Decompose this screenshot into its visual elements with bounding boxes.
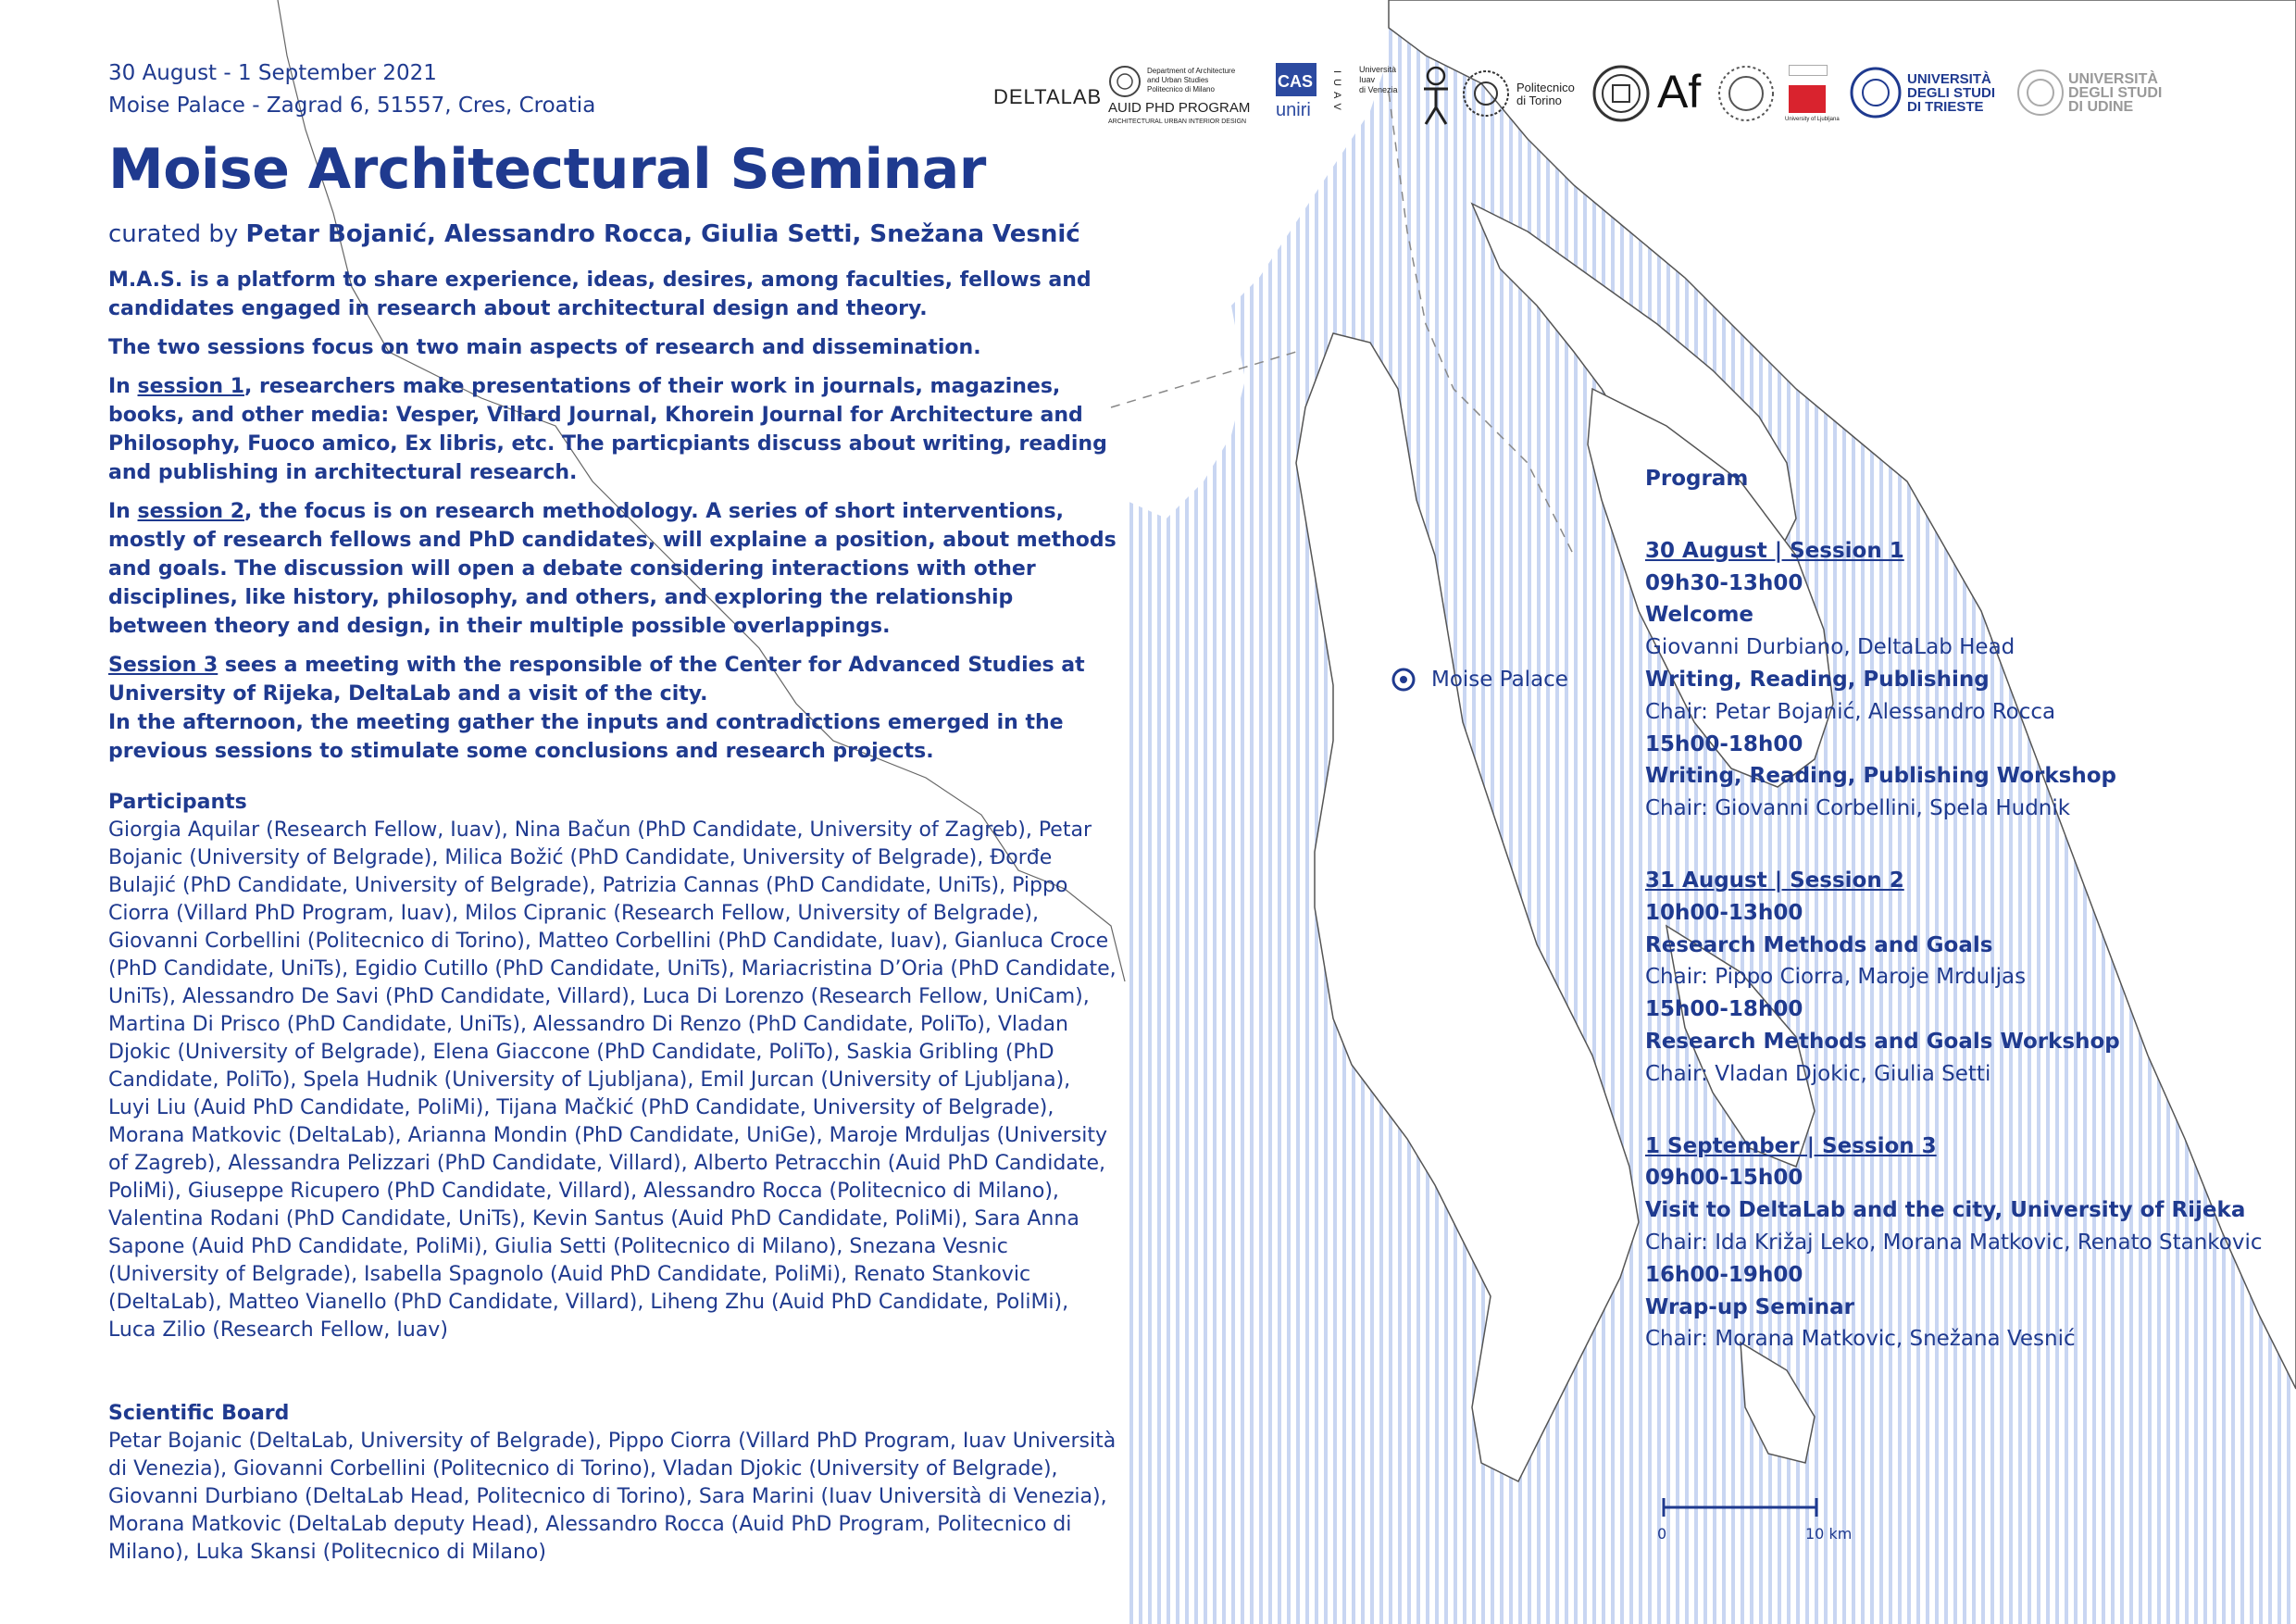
session-2-link: session 2 xyxy=(137,500,245,523)
intro-p3-prefix: In xyxy=(108,375,138,398)
participants-list: Giorgia Aquilar (Research Fellow, Iuav), Nina Bačun (PhD Candidate, University of Zagreb), Petar Bojanic (University of Belgrade), Milica Božić (PhD Candidate, University of Belgrade), Đorđe Bulajić (PhD Candidate, University of Belgrade), Patrizia Cannas (PhD Candidate, UniTs), Pippo Ciorra (Villard PhD Program, Iuav), Milos Cipranic (Research Fellow, University of Belgrade), Giovanni Corbellini (Politecnico di Torino), Matteo Corbellini (PhD Candidate, Iuav), Gianluca Croce (PhD Candidate, UniTs), Egidio Cutillo (PhD Candidate, UniTs), Mariacristina D’Oria (PhD Candidate, UniTs), Alessandro De Savi (PhD Candidate, Villard), Luca Di Lorenzo (Research Fellow, UniCam), Martina Di Prisco (PhD Candidate, UniTs), Alessandro Di Renzo (PhD Candidate, PoliTo), Vladan Djokic (University of Belgrade), Elena Giaccone (PhD Candidate, PoliTo), Saskia Gribling (PhD Candidate, PoliTo), Spela Hudnik (University of Ljubljana), Emil Jurcan (University of Ljubljana), Luyi Liu (Auid PhD Candidate, PoliMi), Tijana Mačkić (PhD Candidate, University of Belgrade), Morana Matkovic (DeltaLab), Arianna Mondin (PhD Candidate, UniGe), Maroje Mrduljas (University of Zagreb), Alessandra Pelizzari (PhD Candidate, Villard), Alberto Petracchin (Auid PhD Candidate, PoliMi), Giuseppe Ricupero (PhD Candidate, Villard), Alessandro Rocca (Politecnico di Milano), Valentina Rodani (PhD Candidate, UniTs), Kevin Santus (Auid PhD Candidate, PoliMi), Sara Anna Sapone (Auid PhD Candidate, PoliMi), Giulia Setti (Politecnico di Milano), Snezana Vesnic (University of Belgrade), Isabella Spagnolo (Auid PhD Candidate, PoliMi), Renato Stankovic (DeltaLab), Matteo Vianello (PhD Candidate, Villard), Liheng Zhu (Auid PhD Candidate, PoliMi), Luca Zilio (Research Fellow, Iuav) xyxy=(108,818,1117,1342)
session-3-link: Session 3 xyxy=(108,654,218,677)
seal-logo-icon xyxy=(1592,65,1650,122)
page-title: Moise Architectural Seminar xyxy=(108,137,986,202)
logo-iuav xyxy=(1331,63,1405,126)
auid-sub-label: ARCHITECTURAL URBAN INTERIOR DESIGN xyxy=(1108,119,1247,125)
logo-cas-uniri xyxy=(1276,63,1322,126)
logo-trieste xyxy=(1850,67,2016,122)
curated-by-prefix: curated by xyxy=(108,220,246,248)
day3-session2-chair: Chair: Morana Matkovic, Snežana Vesnić xyxy=(1645,1327,2076,1352)
trieste-line3: DI TRIESTE xyxy=(1907,99,1984,115)
moise-palace-marker-dot xyxy=(1400,676,1407,683)
participants-title: Participants xyxy=(108,791,247,814)
day2-heading: 31 August | Session 2 xyxy=(1645,868,1904,893)
intro-p5-rest: sees a meeting with the responsible of the Center for Advanced Studies at University of Rijeka, DeltaLab and a visit of the city. xyxy=(108,654,1085,706)
day1-time2: 15h00-18h00 xyxy=(1645,731,1803,756)
scale-start-label: 0 xyxy=(1657,1525,1667,1543)
ljubljana-label: University of Ljubljana xyxy=(1785,117,1840,122)
day1-welcome-by: Giovanni Durbiano, DeltaLab Head xyxy=(1645,635,2015,660)
udine-line1: UNIVERSITÀ xyxy=(2068,71,2158,87)
day3-session1: Visit to DeltaLab and the city, University of Rijeka xyxy=(1645,1198,2246,1223)
day1-session1-chair: Chair: Petar Bojanić, Alessandro Rocca xyxy=(1645,699,2056,724)
day2-session1: Research Methods and Goals xyxy=(1645,932,1993,957)
day2-time2: 15h00-18h00 xyxy=(1645,997,1803,1022)
day2-session1-chair: Chair: Pippo Ciorra, Maroje Mrduljas xyxy=(1645,965,2027,990)
udine-seal-icon xyxy=(2016,69,2065,117)
uniri-label: uniri xyxy=(1276,100,1311,120)
event-venue: Moise Palace - Zagrad 6, 51557, Cres, Croatia xyxy=(108,94,596,118)
day3-session1-chair: Chair: Ida Križaj Leko, Morana Matkovic, Renato Stankovic xyxy=(1645,1230,2263,1255)
curators-line xyxy=(108,220,1080,248)
board-list: Petar Bojanic (DeltaLab, University of Belgrade), Pippo Ciorra (Villard PhD Program, Iuav Università di Venezia), Giovanni Corbellini (Politecnico di Torino), Vladan Djokic (University of Belgrade), Giovanni Durbiano (DeltaLab Head, Politecnico di Torino), Sara Marini (Iuav Università di Venezia), Morana Matkovic (DeltaLab deputy Head), Alessandro Rocca (Auid PhD Program, Politecnico di Milano), Luka Skansi (Politecnico di Milano) xyxy=(108,1430,1117,1564)
program-title: Program xyxy=(1645,467,1749,491)
seal-logo-2-icon xyxy=(1717,65,1775,122)
day1-welcome: Welcome xyxy=(1645,603,1754,628)
intro-p3 xyxy=(108,372,1117,487)
intro-p5 xyxy=(108,651,1117,766)
day3-time2: 16h00-19h00 xyxy=(1645,1262,1803,1287)
scientific-board-section xyxy=(108,1400,1117,1567)
curators-names: Petar Bojanić, Alessandro Rocca, Giulia Setti, Snežana Vesnić xyxy=(245,220,1080,248)
polimi-seal-icon xyxy=(1108,65,1142,98)
trieste-line1: UNIVERSITÀ xyxy=(1907,71,1991,87)
day2-session2: Research Methods and Goals Workshop xyxy=(1645,1029,2120,1054)
intro-p4-prefix: In xyxy=(108,500,138,523)
logo-af: Af xyxy=(1657,66,1702,118)
program-section xyxy=(1645,463,2284,1355)
polito-seal-icon xyxy=(1461,69,1511,119)
day1-session2: Writing, Reading, Publishing Workshop xyxy=(1645,764,2116,789)
intro-text xyxy=(108,266,1117,766)
figure-logo-icon xyxy=(1420,65,1452,126)
udine-line2: DEGLI STUDI xyxy=(2068,85,2163,101)
day3-heading: 1 September | Session 3 xyxy=(1645,1133,1937,1158)
event-dates: 30 August - 1 September 2021 xyxy=(108,61,437,85)
day2-time1: 10h00-13h00 xyxy=(1645,900,1803,925)
cas-label: CAS xyxy=(1278,72,1314,91)
trieste-line2: DEGLI STUDI xyxy=(1907,85,1996,101)
day1-session2-chair: Chair: Giovanni Corbellini, Spela Hudnik xyxy=(1645,796,2071,821)
intro-p5-afternoon: In the afternoon, the meeting gather the inputs and contradictions emerged in the previous sessions to stimulate some conclusions and research projects. xyxy=(108,711,1064,763)
day1-session1: Writing, Reading, Publishing xyxy=(1645,667,1990,692)
iuav-line1: Università Iuav xyxy=(1359,65,1397,84)
logo-udine xyxy=(2016,67,2183,122)
intro-p3-rest: , researchers make presentations of their work in journals, magazines, books, and other media: Vesper, Villard Journal, Khorein Journal for Architecture and Philosophy, Fuoco amico, Ex libris, etc. The particpiants discuss about writing, reading and publishing in architectural research. xyxy=(108,375,1107,484)
logo-ljubljana xyxy=(1785,65,1840,124)
day2-session2-chair: Chair: Vladan Djokic, Giulia Setti xyxy=(1645,1061,1991,1086)
intro-p4-rest: , the focus is on research methodology. A series of short interventions, mostly of research fellows and PhD candidates, will explaine a position, about methods and goals. The discussion will open a debate considering interactions with other disciplines, like history, philosophy, and others, and exploring the relationship between theory and design, in their multiple possible overlappings. xyxy=(108,500,1117,638)
polimi-dept-line1: Department of Architecture xyxy=(1147,67,1236,75)
moise-palace-label: Moise Palace xyxy=(1431,668,1568,692)
polimi-dept-line3: Politecnico di Milano xyxy=(1147,85,1215,94)
intro-p2: The two sessions focus on two main aspects of research and dissemination. xyxy=(108,336,981,359)
day1-time1: 09h30-13h00 xyxy=(1645,570,1803,595)
iuav-line2: di Venezia xyxy=(1359,85,1398,94)
intro-p1: M.A.S. is a platform to share experience, ideas, desires, among faculties, fellows and candidates engaged in research about architectural design and theory. xyxy=(108,269,1092,320)
ljubljana-red-block xyxy=(1789,85,1826,113)
board-title: Scientific Board xyxy=(108,1402,290,1425)
day3-session2: Wrap-up Seminar xyxy=(1645,1294,1854,1319)
participants-section xyxy=(108,789,1117,1344)
polito-line2: di Torino xyxy=(1516,94,1562,107)
scale-end-label: 10 km xyxy=(1805,1525,1853,1543)
intro-p4 xyxy=(108,497,1117,641)
polito-line1: Politecnico xyxy=(1516,81,1575,94)
auid-label: AUID PHD PROGRAM xyxy=(1108,100,1251,116)
udine-line3: DI UDINE xyxy=(2068,99,2134,115)
logo-deltalab: DELTALAB xyxy=(993,85,1103,108)
iuav-vertical: IUAV xyxy=(1331,70,1342,116)
polimi-dept-line2: and Urban Studies xyxy=(1147,76,1209,84)
session-1-link: session 1 xyxy=(137,375,245,398)
day3-time1: 09h00-15h00 xyxy=(1645,1166,1803,1191)
logo-polito xyxy=(1461,67,1575,122)
day1-heading: 30 August | Session 1 xyxy=(1645,538,1904,563)
trieste-seal-icon xyxy=(1850,67,1902,119)
